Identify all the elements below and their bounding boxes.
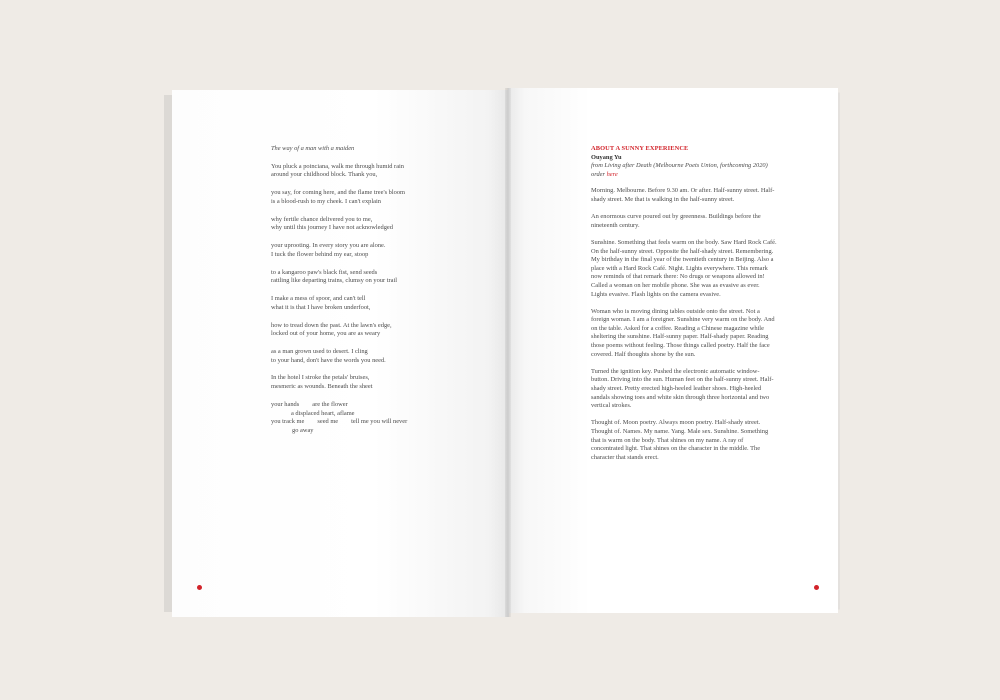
poem-line: as a man grown used to desert. I cling: [271, 347, 368, 355]
poem-line: In the hotel I stroke the petals' bruises,: [271, 374, 370, 382]
poem-fragment: seed me: [317, 418, 339, 426]
poem-line: how to tread down the past. At the lawn's edge,: [271, 321, 392, 329]
article-paragraph: Morning. Melbourne. Before 9.30 am. Or after. Half-sunny street. Half-shady street. Me that is walking in the half-sunny street.: [591, 187, 775, 203]
poem-fragment: your hands: [271, 400, 300, 408]
poem-stanza: [271, 348, 501, 365]
poem-stanza: [271, 374, 501, 391]
poem-line: [271, 401, 501, 410]
poem-stanza: [271, 322, 501, 339]
poem-stanza: [271, 163, 501, 180]
article-source-text: from Living after Death (Melbourne Poets Union, forthcoming 2020) order: [591, 162, 768, 178]
article-paragraph: Turned the ignition key. Pushed the electronic automatic window-button. Driving into the sun. Human feet on the half-sunny street. Half-shady street. Pretty erected high-heeled leather shoes. High-heeled sandals showing toes and white skin through three horizontal and two vertical strokes.: [591, 367, 774, 410]
poem-fragment: you track me: [271, 418, 305, 426]
poem-line: you say, for coming here, and the flame tree's bloom: [271, 189, 406, 197]
article-heading: ABOUT A SUNNY EXPERIENCE: [591, 145, 689, 152]
right-page-number-dot: [814, 585, 819, 590]
article-author: Ouyang Yu: [591, 153, 622, 161]
poem-line: what it is that I have broken underfoot,: [271, 303, 371, 311]
poem-line: your uprooting. In every story you are alone.: [271, 242, 386, 250]
poem-title: The way of a man with a maiden: [271, 145, 355, 152]
poem-stanza: [271, 269, 501, 286]
poem-fragment: are the flower: [312, 400, 348, 408]
article-paragraph: An enormous curve poured out by greenness. Buildings before the nineteenth century.: [591, 213, 761, 229]
order-here-link[interactable]: here: [606, 170, 618, 178]
poem-line: is a blood-rush to my cheek. I can't explain: [271, 197, 381, 205]
poem-line: why until this journey I have not acknowledged: [271, 224, 393, 232]
poem-final-stanza: [271, 401, 501, 435]
poem-stanza: [271, 242, 501, 259]
left-page-number-dot: [197, 585, 202, 590]
poem-line: go away: [292, 426, 314, 434]
poem: [271, 145, 501, 445]
poem-line: a displaced heart, aflame: [291, 409, 355, 417]
poem-line: mesmeric as wounds. Beneath the sheet: [271, 383, 373, 391]
poem-line: You pluck a poinciana, walk me through humid rain: [271, 162, 404, 170]
article-source: [591, 162, 777, 179]
poem-line: to a kangaroo paw's black fist, send seeds: [271, 268, 378, 276]
poem-line: to your hand, don't have the words you need.: [271, 356, 386, 364]
poem-stanza: [271, 216, 501, 233]
poem-line: locked out of your home, you are as weary: [271, 330, 381, 338]
poem-line: [271, 418, 501, 427]
poem-stanza: [271, 295, 501, 312]
poem-fragment: tell me you will never: [351, 418, 408, 426]
article-paragraph: Woman who is moving dining tables outside onto the street. Not a foreign woman. I am a foreigner. Sunshine very warm on the body. And on the table. Asked for a coffee. Reading a Chinese magazine while sheltering the sunshine. Half-sunny paper. Half-shady paper. Reading those poems without feeling. Those things called poetry. Half the face covered. Half thoughts shone by the sun.: [591, 307, 775, 358]
poem-stanza: [271, 189, 501, 206]
article-paragraph: Thought of. Moon poetry. Always moon poetry. Half-shady street. Thought of. Names. My name. Yang. Male sex. Sunshine. Something that is warm on the body. That shines on my name. A ray of concentrated light. That shines on the character in the middle. The character that stands erect.: [591, 419, 769, 461]
poem-line: I tuck the flower behind my ear, stoop: [271, 250, 369, 258]
poem-line: around your childhood block. Thank you,: [271, 171, 378, 179]
poem-line: rattling like departing trains, clumsy on your trail: [271, 277, 398, 285]
book-gutter: [505, 88, 511, 617]
article-paragraph: Sunshine. Something that feels warm on the body. Saw Hard Rock Café. On the half-sunny street. Opposite the half-shady street. Remembering. My birthday in the final year of the twentieth century in Beijing. Also a place with a Hard Rock Café. Night. Lights everywhere. This remark now reminds of that remark there: No drugs or weapons allowed in! Called a woman on her mobile phone. She was as evasive as ever. Lights evasive. Flash lights on the camera evasive.: [591, 238, 777, 298]
poem-line: I make a mess of spoor, and can't tell: [271, 295, 366, 303]
article: [591, 145, 777, 471]
poem-line: why fertile chance delivered you to me,: [271, 215, 373, 223]
